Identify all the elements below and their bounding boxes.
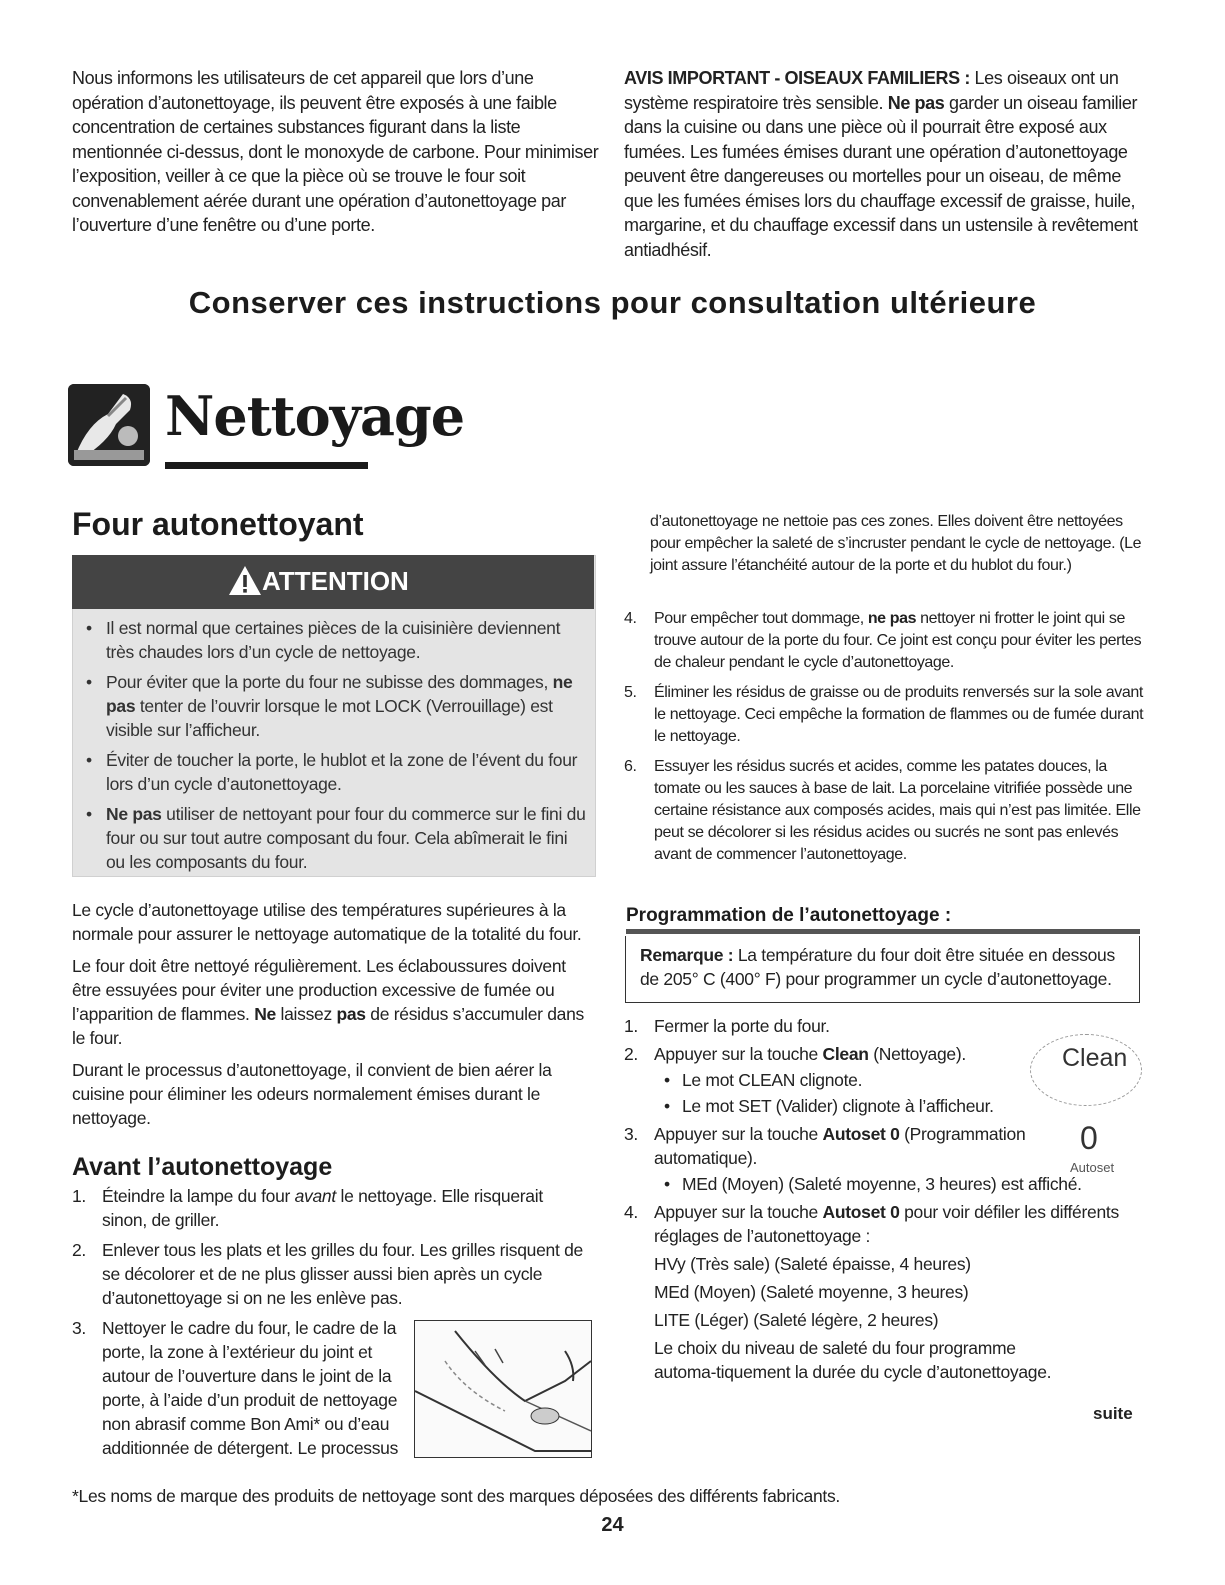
- four-paragraph-2: Le four doit être nettoyé régulièrement. Les éclaboussures doivent être essuyées pour éviter une production excessive de fumée ou l’apparition de flammes. Ne laissez pas de résidus s’accumuler dans le four.: [72, 956, 584, 1048]
- oven-frame-illustration: [414, 1320, 592, 1458]
- avant-item-2: 2. Enlever tous les plats et les grilles du four. Les grilles risquent de se décolorer et de ne plus glisser aussi bien après un cycle d’autonettoyage si on ne les enlève pas.: [72, 1240, 583, 1308]
- attention-item: • Pour éviter que la porte du four ne subisse des dommages, ne pas tenter de l’ouvrir lorsque le mot LOCK (Verrouillage) est visible sur l’afficheur.: [82, 670, 587, 742]
- four-heading: Four autonettoyant: [72, 506, 364, 542]
- cont-paragraph: d’autonettoyage ne nettoie pas ces zones. Elles doivent être nettoyées pour empêcher la saleté de s’incruster pendant le cycle de nettoyage. (Le joint assure l’étanchéité autour de la porte et du hublot du four.): [650, 513, 1142, 574]
- save-instructions-banner: Conserver ces instructions pour consultation ultérieure: [188, 285, 1037, 320]
- avant-heading: Avant l’autonettoyage: [72, 1153, 333, 1181]
- prog-rule: [626, 929, 1140, 934]
- level-note: Le choix du niveau de saleté du four programme automa-tiquement la durée du cycle d’autonettoyage.: [654, 1338, 1052, 1382]
- prog-step-2: 2. Appuyer sur la touche Clean (Nettoyage).: [624, 1044, 966, 1064]
- four-paragraph-1: Le cycle d’autonettoyage utilise des températures supérieures à la normale pour assurer le nettoyage automatique de la totalité du four.: [72, 900, 582, 944]
- title-underline: [165, 462, 368, 469]
- attention-item: • Éviter de toucher la porte, le hublot et la zone de l’évent du four lors d’un cycle d’autonettoyage.: [82, 748, 587, 796]
- section-title: Nettoyage: [165, 384, 465, 448]
- autoset-key-digit: 0: [1080, 1120, 1098, 1156]
- level-option: HVy (Très sale) (Saleté épaisse, 4 heures): [654, 1254, 971, 1274]
- suite-label: suite: [1093, 1404, 1133, 1423]
- prog-step-2-sub: • Le mot CLEAN clignote.: [654, 1068, 1144, 1092]
- bird-warning: AVIS IMPORTANT - OISEAUX FAMILIERS : Les oiseaux ont un système respiratoire très sensible. Ne pas garder un oiseau familier dans la cuisine ou dans une pièce où il pourrait être exposé aux fumées. Les fumées émises durant une opération d’autonettoyage peuvent être dangereuses ou mortelles pour un oiseau, de même que les fumées émises lors du chauffage excessif de graisse, huile, margarine, et du chauffage excessif dans un ustensile à revêtement antiadhésif.: [624, 68, 1138, 260]
- cleaning-steps: [624, 608, 1149, 866]
- footnote: *Les noms de marque des produits de nettoyage sont des marques déposées des différents fabricants.: [72, 1486, 840, 1506]
- prog-step-2-sub: • Le mot SET (Valider) clignote à l’afficheur.: [654, 1094, 1144, 1118]
- attention-item: • Il est normal que certaines pièces de la cuisinière deviennent très chaudes lors d’un cycle de nettoyage.: [82, 616, 587, 664]
- avant-item-3: 3. Nettoyer le cadre du four, le cadre de la porte, la zone à l’extérieur du joint et autour de l’ouverture dans le joint de la porte, à l’aide d’un produit de nettoyage non abrasif comme Bon Ami* ou d’eau additionnée de détergent. Le processus: [72, 1318, 399, 1458]
- step-6: 6. Essuyer les résidus sucrés et acides, comme les patates douces, la tomate ou les sauces à base de lait. La porcelaine vitrifiée possède une certaine résistance aux composés acides, mais qui n’est pas limitée. Elle peut se décolorer si les résidus acides ou sucrés ne sont pas enlevés avant de commencer l’autonettoyage.: [624, 758, 1141, 863]
- four-body: [72, 898, 592, 1130]
- attention-list: [82, 616, 587, 880]
- avant-item-1: 1. Éteindre la lampe du four avant le nettoyage. Elle risquerait sinon, de griller.: [72, 1186, 543, 1230]
- cleaning-icon: [68, 384, 150, 466]
- autoset-key-label: Autoset: [1070, 1160, 1115, 1175]
- bird-warning-title: AVIS IMPORTANT - OISEAUX FAMILIERS :: [624, 68, 970, 88]
- attention-label: ATTENTION: [262, 566, 409, 596]
- four-paragraph-3: Durant le processus d’autonettoyage, il convient de bien aérer la cuisine pour éliminer les odeurs normalement émises durant le nettoyage.: [72, 1060, 552, 1128]
- note-text: Remarque : La température du four doit être située en dessous de 205° C (400° F) pour programmer un cycle d’autonettoyage.: [640, 945, 1115, 989]
- prog-step-1: 1. Fermer la porte du four.: [624, 1016, 830, 1036]
- step-4: 4. Pour empêcher tout dommage, ne pas nettoyer ni frotter le joint qui se trouve autour de la porte du four. Ce joint est conçu pour éviter les pertes de chaleur pendant le cycle d’autonettoyage.: [624, 610, 1142, 671]
- attention-item: • Ne pas utiliser de nettoyant pour four du commerce sur le fini du four ou sur tout autre composant du four. Cela abîmerait le fini ou les composants du four.: [82, 802, 587, 874]
- clean-key-label: Clean: [1062, 1044, 1128, 1072]
- prog-step-3: 3. Appuyer sur la touche Autoset 0 (Programmation automatique).: [624, 1124, 1026, 1168]
- step-5: 5. Éliminer les résidus de graisse ou de produits renversés sur la sole avant le nettoyage. Ceci empêche la formation de flammes ou de fumée durant le nettoyage.: [624, 684, 1144, 745]
- prog-step-4: 4. Appuyer sur la touche Autoset 0 pour voir défiler les différents réglages de l’autonettoyage :: [624, 1202, 1119, 1246]
- level-option: LITE (Léger) (Saleté légère, 2 heures): [654, 1310, 939, 1330]
- prog-heading: Programmation de l’autonettoyage :: [626, 905, 952, 926]
- page-number: 24: [601, 1514, 624, 1536]
- level-option: MEd (Moyen) (Saleté moyenne, 3 heures): [654, 1282, 969, 1302]
- prog-step-3-sub: • MEd (Moyen) (Saleté moyenne, 3 heures) est affiché.: [654, 1172, 1144, 1196]
- warning-icon: [228, 564, 262, 598]
- intro-paragraph: Nous informons les utilisateurs de cet appareil que lors d’une opération d’autonettoyage, ils peuvent être exposés à une faible concentration de certaines substances figurant dans la liste mentionnée ci-dessus, dont le monoxyde de carbone. Pour minimiser l’exposition, veiller à ce que la pièce où se trouve le four soit convenablement aérée durant une opération d’autonettoyage par l’ouverture d’une fenêtre ou d’une porte.: [72, 68, 599, 235]
